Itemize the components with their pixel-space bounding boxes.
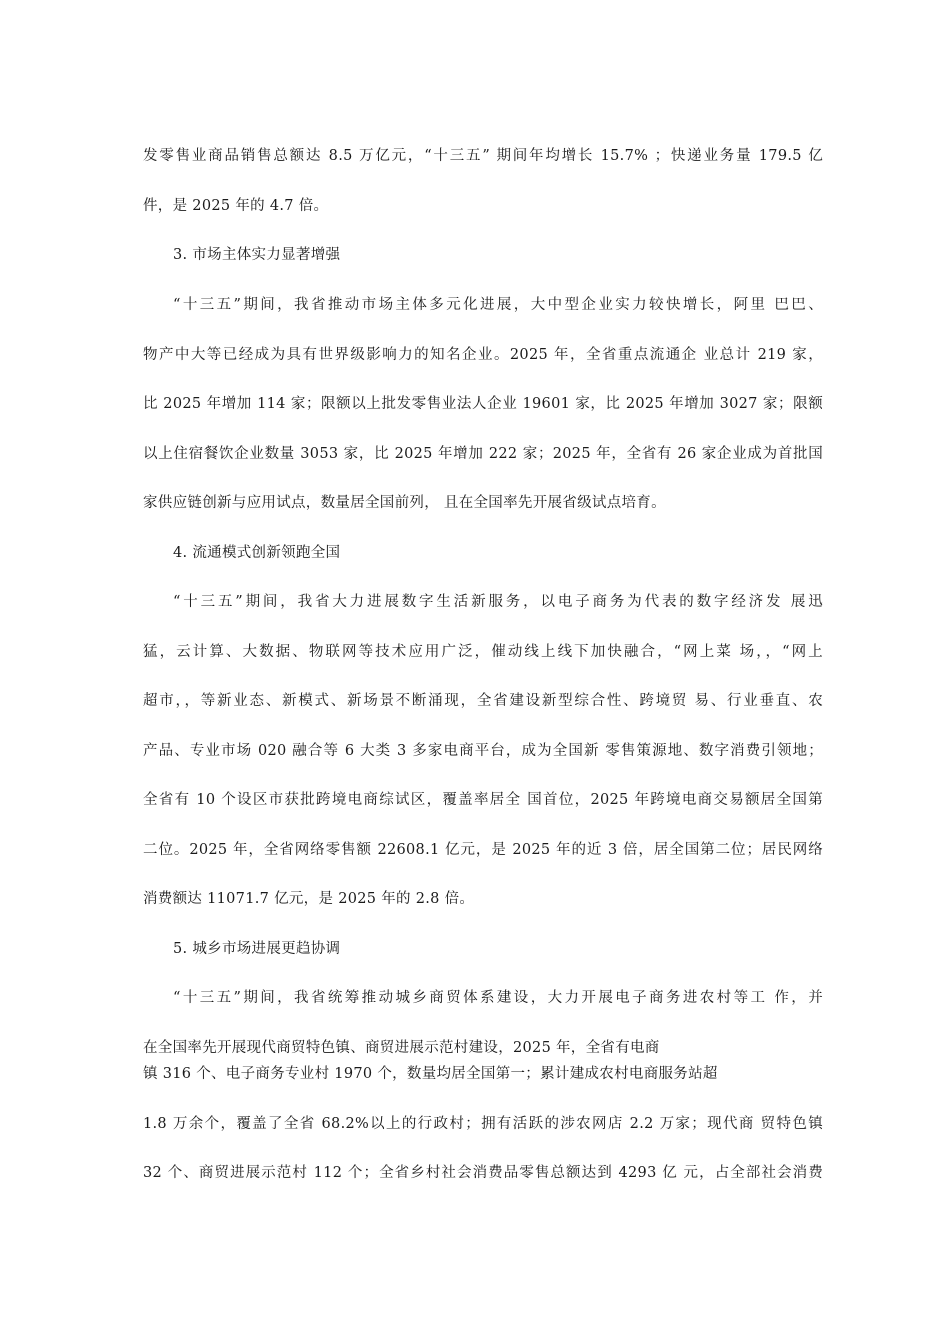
paragraph-line: 产品、专业市场 020 融合等 6 大类 3 多家电商平台，成为全国新 零售策源地、数字消费引领地； xyxy=(143,743,823,759)
paragraph-line: 消费额达 11071.7 亿元，是 2025 年的 2.8 倍。 xyxy=(143,891,475,907)
paragraph-line: 猛，云计算、大数据、物联网等技术应用广泛，催动线上线下加快融合，“网上菜 场，，“网上 xyxy=(143,644,823,660)
paragraph-line: 1.8 万余个，覆盖了全省 68.2%以上的行政村；拥有活跃的涉农网店 2.2 万家；现代商 贸特色镇 xyxy=(143,1116,823,1132)
paragraph-line: 以上住宿餐饮企业数量 3053 家，比 2025 年增加 222 家；2025 年，全省有 26 家企业成为首批国 xyxy=(143,446,823,462)
paragraph-line: “十三五”期间，我省统筹推动城乡商贸体系建设，大力开展电子商务进农村等工 作，并 xyxy=(173,990,823,1006)
paragraph-line: “十三五”期间，我省大力进展数字生活新服务，以电子商务为代表的数字经济发 展迅 xyxy=(173,594,823,610)
paragraph-line: “十三五”期间，我省推动市场主体多元化进展，大中型企业实力较快增长，阿里 巴巴、 xyxy=(173,297,823,313)
paragraph-line: 在全国率先开展现代商贸特色镇、商贸进展示范村建设，2025 年，全省有电商 xyxy=(143,1040,660,1056)
section-heading: 5. 城乡市场进展更趋协调 xyxy=(173,941,341,957)
paragraph-line: 超市，，等新业态、新模式、新场景不断涌现，全省建设新型综合性、跨境贸 易、行业垂直、农 xyxy=(143,693,823,709)
paragraph-line: 家供应链创新与应用试点，数量居全国前列， 且在全国率先开展省级试点培育。 xyxy=(143,495,666,511)
paragraph-line: 发零售业商品销售总额达 8.5 万亿元，“十三五” 期间年均增长 15.7% ；快递业务量 179.5 亿 xyxy=(143,148,823,164)
paragraph-line: 比 2025 年增加 114 家；限额以上批发零售业法人企业 19601 家，比 2025 年增加 3027 家；限额 xyxy=(143,396,823,412)
section-heading: 3. 市场主体实力显著增强 xyxy=(173,247,341,263)
paragraph-line: 镇 316 个、电子商务专业村 1970 个，数量均居全国第一；累计建成农村电商服务站超 xyxy=(143,1066,718,1082)
paragraph-line: 全省有 10 个设区市获批跨境电商综试区，覆盖率居全 国首位，2025 年跨境电商交易额居全国第 xyxy=(143,792,823,808)
section-heading: 4. 流通模式创新领跑全国 xyxy=(173,545,341,561)
paragraph-line: 32 个、商贸进展示范村 112 个；全省乡村社会消费品零售总额达到 4293 亿 元，占全部社会消费 xyxy=(143,1165,823,1181)
paragraph-line: 件，是 2025 年的 4.7 倍。 xyxy=(143,198,329,214)
paragraph-line: 物产中大等已经成为具有世界级影响力的知名企业。2025 年，全省重点流通企 业总计 219 家， xyxy=(143,347,823,363)
paragraph-line: 二位。2025 年，全省网络零售额 22608.1 亿元，是 2025 年的近 3 倍，居全国第二位；居民网络 xyxy=(143,842,823,858)
